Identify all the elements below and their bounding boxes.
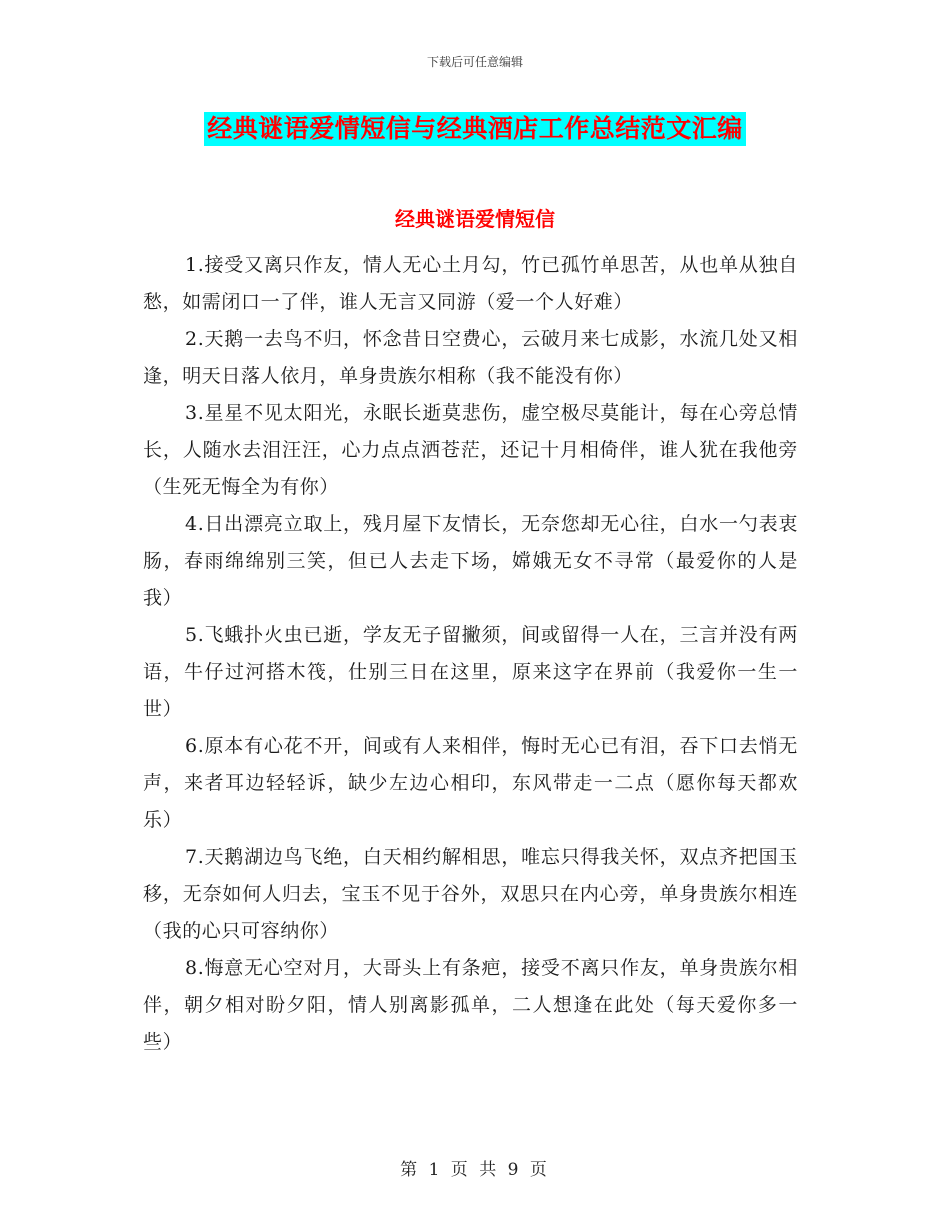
riddle-paragraph: 2.天鹅一去鸟不归，怀念昔日空费心，云破月来七成影，水流几处又相逢，明天日落人依月，单身贵族尔相称（我不能没有你） (143, 328, 798, 387)
document-title-text: 经典谜语爱情短信与经典酒店工作总结范文汇编 (204, 112, 746, 146)
document-title (0, 112, 950, 146)
riddle-paragraph: 6.原本有心花不开，间或有人来相伴，悔时无心已有泪，吞下口去悄无声，来者耳边轻轻诉，缺少左边心相印，东风带走一二点（愿你每天都欢乐） (143, 735, 798, 831)
page-header-note: 下载后可任意编辑 (426, 55, 523, 69)
riddle-paragraph: 1.接受又离只作友，情人无心土月勾，竹已孤竹单思苦，从也单从独自愁，如需闭口一了伴，谁人无言又同游（爱一个人好难） (143, 254, 798, 313)
section-title: 经典谜语爱情短信 (395, 207, 555, 231)
riddle-paragraph: 4.日出漂亮立取上，残月屋下友情长，无奈您却无心往，白水一勺表衷肠，春雨绵绵别三笑，但已人去走下场，嫦娥无女不寻常（最爱你的人是我） (143, 513, 798, 609)
riddle-paragraph: 5.飞蛾扑火虫已逝，学友无子留撇须，间或留得一人在，三言并没有两语，牛仔过河搭木筏，仕别三日在这里，原来这字在界前（我爱你一生一世） (143, 624, 798, 720)
riddle-paragraph: 7.天鹅湖边鸟飞绝，白天相约解相思，唯忘只得我关怀，双点齐把国玉移，无奈如何人归去，宝玉不见于谷外，双思只在内心旁，单身贵族尔相连（我的心只可容纳你） (143, 846, 798, 942)
riddle-paragraph: 3.星星不见太阳光，永眠长逝莫悲伤，虚空极尽莫能计，每在心旁总情长，人随水去泪汪汪，心力点点洒苍茫，还记十月相倚伴，谁人犹在我他旁（生死无悔全为有你） (143, 402, 798, 498)
riddle-list (143, 247, 798, 1061)
page-number: 第 1 页 共 9 页 (400, 1160, 550, 1180)
riddle-paragraph: 8.悔意无心空对月，大哥头上有条疤，接受不离只作友，单身贵族尔相伴，朝夕相对盼夕阳，情人别离影孤单，二人想逢在此处（每天爱你多一些） (143, 957, 798, 1053)
